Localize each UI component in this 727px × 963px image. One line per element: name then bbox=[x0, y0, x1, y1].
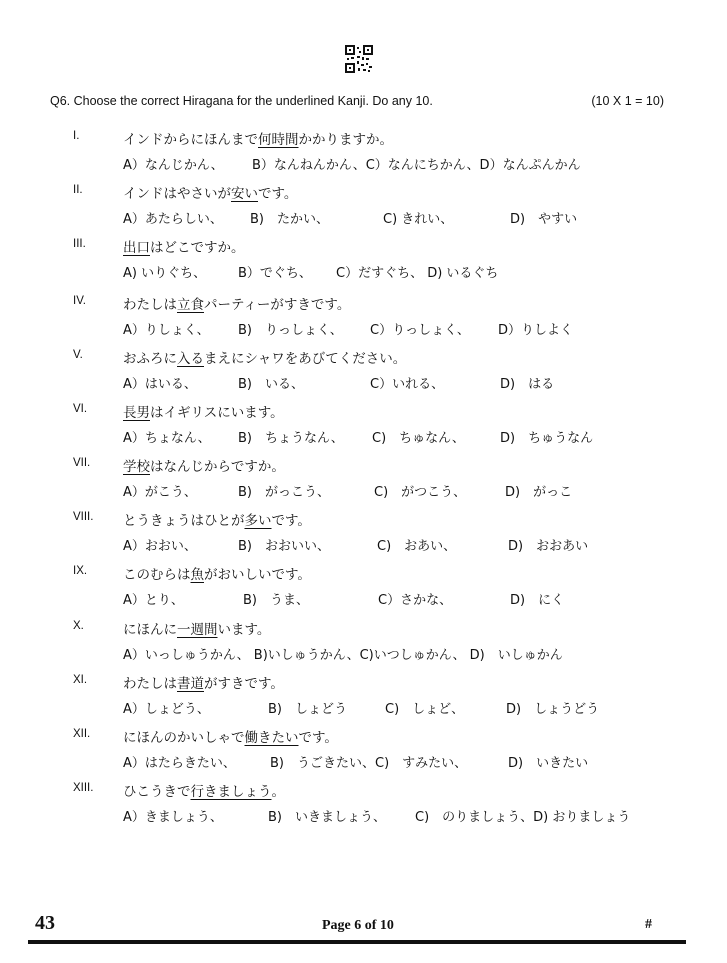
option-a: A）なんじかん、 bbox=[123, 158, 224, 173]
item-sentence: にほんに一週間います。 bbox=[123, 622, 271, 638]
item-sentence: このむらは魚がおいしいです。 bbox=[123, 567, 311, 583]
option-b: B) ちょうなん、 bbox=[238, 431, 344, 446]
footer-rule bbox=[28, 940, 686, 944]
item-number: XI. bbox=[73, 674, 88, 686]
option-c: C) のりましょう、D) おりましょう bbox=[415, 810, 631, 825]
option-b: B) うま、 bbox=[243, 593, 309, 608]
option-a: A）がこう、 bbox=[123, 485, 197, 500]
option-c: C）りっしょく、 bbox=[370, 323, 470, 338]
page-number: Page 6 of 10 bbox=[322, 918, 394, 933]
option-c: C）だすぐち、 D) いるぐち bbox=[336, 266, 499, 281]
item-sentence: わたしは立食パーティーがすきです。 bbox=[123, 297, 351, 313]
option-a: A）とり、 bbox=[123, 593, 184, 608]
item-number: IX. bbox=[73, 565, 88, 577]
item-sentence: インドはやさいが安いです。 bbox=[123, 186, 298, 202]
option-c: C）いれる、 bbox=[370, 377, 445, 392]
option-b: B) りっしょく、 bbox=[238, 323, 343, 338]
option-d: D) はる bbox=[500, 377, 555, 392]
item-sentence: 長男はイギリスにいます。 bbox=[123, 405, 284, 421]
paper-code: 43 bbox=[35, 912, 55, 934]
underlined-kanji: 出口 bbox=[123, 240, 150, 256]
item-number: IV. bbox=[73, 295, 87, 307]
option-d: D）りしよく bbox=[498, 323, 574, 338]
option-c: C) きれい、 bbox=[383, 212, 454, 227]
option-a: A）きましょう、 bbox=[123, 810, 223, 825]
option-a: A) いりぐち、 bbox=[123, 266, 207, 281]
underlined-kanji: 入る bbox=[177, 351, 204, 367]
underlined-kanji: 長男 bbox=[123, 405, 150, 421]
option-d: D) いきたい bbox=[508, 756, 589, 771]
item-number: XIII. bbox=[73, 782, 94, 794]
item-sentence: にほんのかいしゃで働きたいです。 bbox=[123, 730, 338, 746]
option-d: D) にく bbox=[510, 593, 565, 608]
option-a: A）りしょく、 bbox=[123, 323, 210, 338]
item-number: I. bbox=[73, 130, 80, 142]
item-sentence: おふろに入るまえにシャワをあびてください。 bbox=[123, 351, 407, 367]
option-d: D) やすい bbox=[510, 212, 578, 227]
item-sentence: とうきょうはひとが多いです。 bbox=[123, 513, 311, 529]
option-a: A）はたらきたい、 bbox=[123, 756, 236, 771]
underlined-kanji: 何時間 bbox=[258, 132, 299, 148]
option-b: B) おおいい、 bbox=[238, 539, 330, 554]
underlined-kanji: 一週間 bbox=[177, 622, 218, 638]
option-d: D) がっこ bbox=[505, 485, 573, 500]
option-c: C) しょど、 bbox=[385, 702, 465, 717]
option-a: A）はいる、 bbox=[123, 377, 197, 392]
underlined-kanji: 学校 bbox=[123, 459, 150, 475]
item-number: VI. bbox=[73, 403, 88, 415]
item-number: XII. bbox=[73, 728, 91, 740]
marks-allocation: (10 X 1 = 10) bbox=[591, 94, 664, 108]
underlined-kanji: 安い bbox=[231, 186, 258, 202]
option-d: D) しょうどう bbox=[506, 702, 600, 717]
underlined-kanji: 行きましょう bbox=[190, 784, 272, 800]
item-number: VIII. bbox=[73, 511, 94, 523]
option-b: B) いきましょう、 bbox=[268, 810, 386, 825]
item-number: V. bbox=[73, 349, 83, 361]
option-d: D) おおあい bbox=[508, 539, 589, 554]
option-a: A）おおい、 bbox=[123, 539, 197, 554]
item-sentence: ひこうきで行きましょう。 bbox=[123, 784, 285, 800]
option-c: C) がつこう、 bbox=[374, 485, 467, 500]
item-sentence: インドからにほんまで何時間かかりますか。 bbox=[123, 132, 393, 148]
option-b: B) うごきたい、C) すみたい、 bbox=[270, 756, 468, 771]
option-d: D) ちゅうなん bbox=[500, 431, 594, 446]
item-number: II. bbox=[73, 184, 83, 196]
option-c: C）さかな、 bbox=[378, 593, 453, 608]
question-header bbox=[50, 94, 664, 108]
item-sentence: 出口はどこですか。 bbox=[123, 240, 245, 256]
item-number: III. bbox=[73, 238, 86, 250]
underlined-kanji: 魚 bbox=[190, 567, 204, 583]
option-a: A）しょどう、 bbox=[123, 702, 210, 717]
item-sentence: 学校はなんじからですか。 bbox=[123, 459, 285, 475]
item-number: VII. bbox=[73, 457, 91, 469]
option-c: C) おあい、 bbox=[377, 539, 457, 554]
option-b: B）なんねんかん、C）なんにちかん、D）なんぷんかん bbox=[252, 158, 581, 173]
option-b: B) いる、 bbox=[238, 377, 304, 392]
option-c: C) ちゅなん、 bbox=[372, 431, 465, 446]
option-b: B) たかい、 bbox=[250, 212, 329, 227]
option-a: A）いっしゅうかん、 B)いしゅうかん、C)いつしゅかん、 D) いしゅかん bbox=[123, 648, 563, 663]
option-a: A）あたらしい、 bbox=[123, 212, 223, 227]
underlined-kanji: 働きたい bbox=[244, 730, 299, 746]
item-sentence: わたしは書道がすきです。 bbox=[123, 676, 284, 692]
qr-code-icon bbox=[345, 45, 373, 73]
question-instruction: Q6. Choose the correct Hiragana for the underlined Kanji. Do any 10. bbox=[50, 94, 433, 108]
option-b: B) しょどう bbox=[268, 702, 347, 717]
item-number: X. bbox=[73, 620, 84, 632]
underlined-kanji: 多い bbox=[244, 513, 272, 529]
option-b: B）でぐち、 bbox=[238, 266, 312, 281]
underlined-kanji: 書道 bbox=[177, 676, 204, 692]
option-a: A）ちょなん、 bbox=[123, 431, 211, 446]
underlined-kanji: 立食 bbox=[177, 297, 204, 313]
footer-hash: # bbox=[645, 917, 652, 932]
option-b: B) がっこう、 bbox=[238, 485, 330, 500]
